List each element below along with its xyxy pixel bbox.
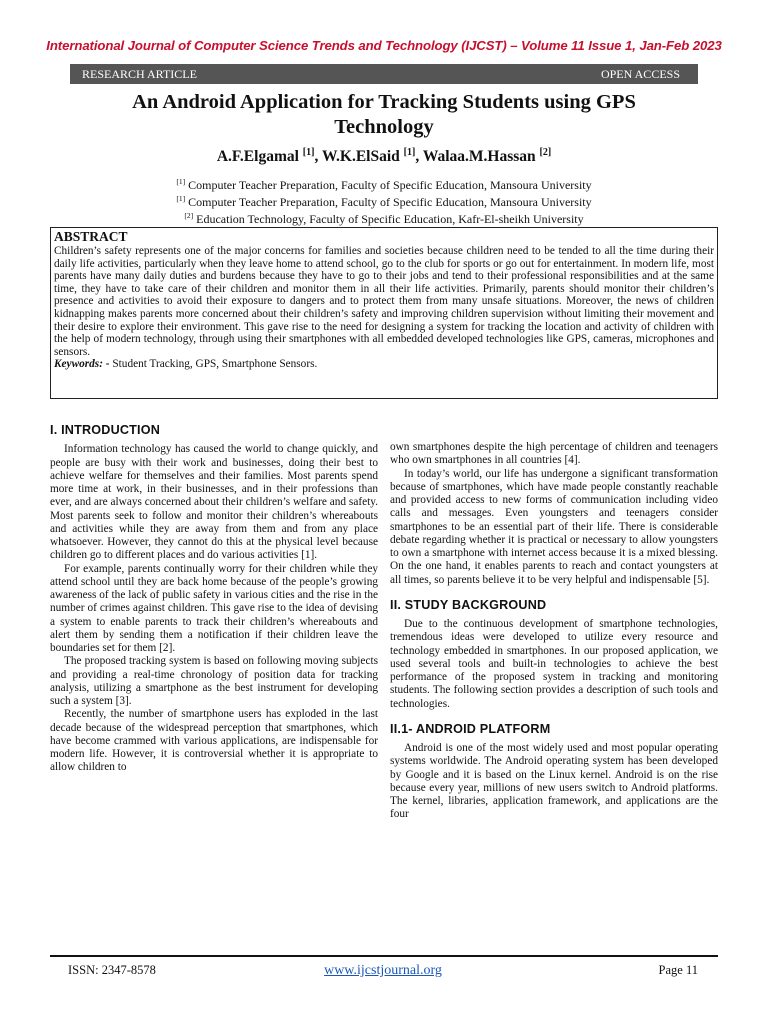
- paragraph: In today’s world, our life has undergone a significant transformation because of smartphones, which have made people constantly reachable and provided access to new forms of communication including video calls and messages. Even youngsters and teenagers consider smartphones to be an essential part of their life. There is considerable debate regarding whether it is practical or necessary to allow youngsters to own a smartphone with internet access because it is a mixed blessing. On the one hand, it enables parents to reach and contact youngsters at all times, so parents believe it to be very helpful and indispensable [5].: [390, 467, 718, 586]
- article-banner: [70, 64, 698, 84]
- paragraph: Recently, the number of smartphone users has exploded in the last decade because of the widespread perception that smartphones, which have become crammed with various applications, are indispensable for modern life. However, it is controversial whether it is appropriate to allow children to: [50, 708, 378, 774]
- page-footer: [68, 963, 698, 981]
- author-mark: [2]: [539, 147, 552, 158]
- author-mark: [1]: [302, 147, 315, 158]
- paper-title: [60, 90, 708, 140]
- author-separator: ,: [314, 148, 322, 166]
- affiliation-mark: [2]: [184, 211, 194, 220]
- title-line-2: Technology: [334, 116, 434, 138]
- paragraph: Due to the continuous development of smartphone technologies, tremendous ideas were developed to utilize every resource and technology embedded in smartphones. In our proposed application, we used several tools and built-in technologies to achieve the best performance of the proposed system in tracking and monitoring students. The following section provides a description of such tools and technologies.: [390, 618, 718, 710]
- title-line-1: An Android Application for Tracking Students using GPS: [132, 91, 636, 113]
- footer-divider: [50, 955, 718, 957]
- keywords-text: Student Tracking, GPS, Smartphone Sensors.: [109, 358, 318, 371]
- issn-label: ISSN: 2347-8578: [68, 963, 156, 977]
- author-name: W.K.ElSaid: [321, 148, 400, 166]
- affiliation-mark: [1]: [176, 194, 186, 203]
- abstract-text: Children’s safety represents one of the major concerns for families and societies because children need to be tended to all the time during their daily life activities, particularly when they leave home to attend school, go to the club for sports or go out for entertainment. In modern life, most parents have many daily duties and burdens because they have to go to their jobs and tend to their professional responsibilities and at the same time, they have to take care of their children and monitor them in all their life activities. Primarily, parents should monitor their children’s presence and activities to avoid their exposure to dangers and to protect them from many unsafe situations. Moreover, the news of children kidnapping makes parents more concerned about their children’s safety and improving children supervision without limiting their movement and their desire to explore their environment. This gave rise to the need for designing a system for tracking the location and activity of children with the help of modern technology, through using their smartphones with all embedded developed technologies like GPS, cameras, microphones and sensors.: [54, 245, 714, 358]
- author-list: [0, 147, 768, 166]
- journal-website-link[interactable]: www.ijcstjournal.org: [324, 963, 442, 978]
- affiliation-line: [0, 192, 768, 209]
- paragraph: Information technology has caused the world to change quickly, and people are busy with their work and businesses, doing their best to achieve welfare for themselves and their families. Most parents spend more time at work, in their businesses, and in their professions than ever, and are always concerned about their children’s welfare and safety. Most parents seek to follow and monitor their children’s whereabouts and activities while they are away from them and from any place whatsoever. However, they cannot do this at the physical level because children go to different places and do various activities [1].: [50, 443, 378, 562]
- author-name: Walaa.M.Hassan: [422, 148, 536, 166]
- affiliation-line: [0, 175, 768, 192]
- keywords-label: Keywords: -: [54, 358, 110, 371]
- section-heading-android-platform: II.1- ANDROID PLATFORM: [390, 721, 551, 736]
- keywords-line: [54, 358, 714, 371]
- abstract-box: [50, 227, 718, 399]
- paragraph: For example, parents continually worry for their children while they attend school until they are back home because of the people’s growing awareness of the lack of public safety in various cities and the rise in the number of crimes against children. This gave rise to the idea of devising a system to enable parents to track their children’s whereabouts and alert them by sending them a notification if their children leave the boundaries set for them [2].: [50, 562, 378, 654]
- section-heading-study-background: II. STUDY BACKGROUND: [390, 597, 547, 612]
- affiliation-text: Computer Teacher Preparation, Faculty of Specific Education, Mansoura University: [188, 195, 592, 209]
- author-name: A.F.Elgamal: [216, 148, 299, 166]
- right-column: [390, 441, 718, 822]
- affiliation-mark: [1]: [176, 177, 186, 186]
- article-type-label: RESEARCH ARTICLE: [82, 67, 197, 81]
- paragraph: own smartphones despite the high percentage of children and teenagers who own smartphones in all countries [4].: [390, 441, 718, 467]
- journal-header: International Journal of Computer Science Trends and Technology (IJCST) – Volume 11 Issue 1, Jan-Feb 2023: [46, 38, 722, 53]
- author-mark: [1]: [403, 147, 416, 158]
- page-number: Page 11: [658, 963, 698, 977]
- affiliation-text: Computer Teacher Preparation, Faculty of Specific Education, Mansoura University: [188, 178, 592, 192]
- left-column: [50, 424, 378, 775]
- affiliation-text: Education Technology, Faculty of Specific Education, Kafr-El-sheikh University: [196, 212, 584, 226]
- section-heading-introduction: I. INTRODUCTION: [50, 423, 161, 437]
- author-separator: ,: [415, 148, 423, 166]
- paragraph: Android is one of the most widely used and most popular operating systems worldwide. The Android operating system has been developed by Google and it is based on the Linux kernel. Android is on the rise because every year, millions of new users switch to Android platforms. The kernel, libraries, application framework, and applications are the four: [390, 742, 718, 821]
- paragraph: The proposed tracking system is based on following moving subjects and providing a real-time chronology of position data for tracking analysis, utilizing a smartphone as the best instrument for developing such a system [3].: [50, 655, 378, 707]
- access-label: OPEN ACCESS: [600, 67, 680, 81]
- affiliation-line: [0, 209, 768, 226]
- abstract-heading: ABSTRACT: [54, 229, 128, 244]
- affiliation-list: [0, 175, 768, 226]
